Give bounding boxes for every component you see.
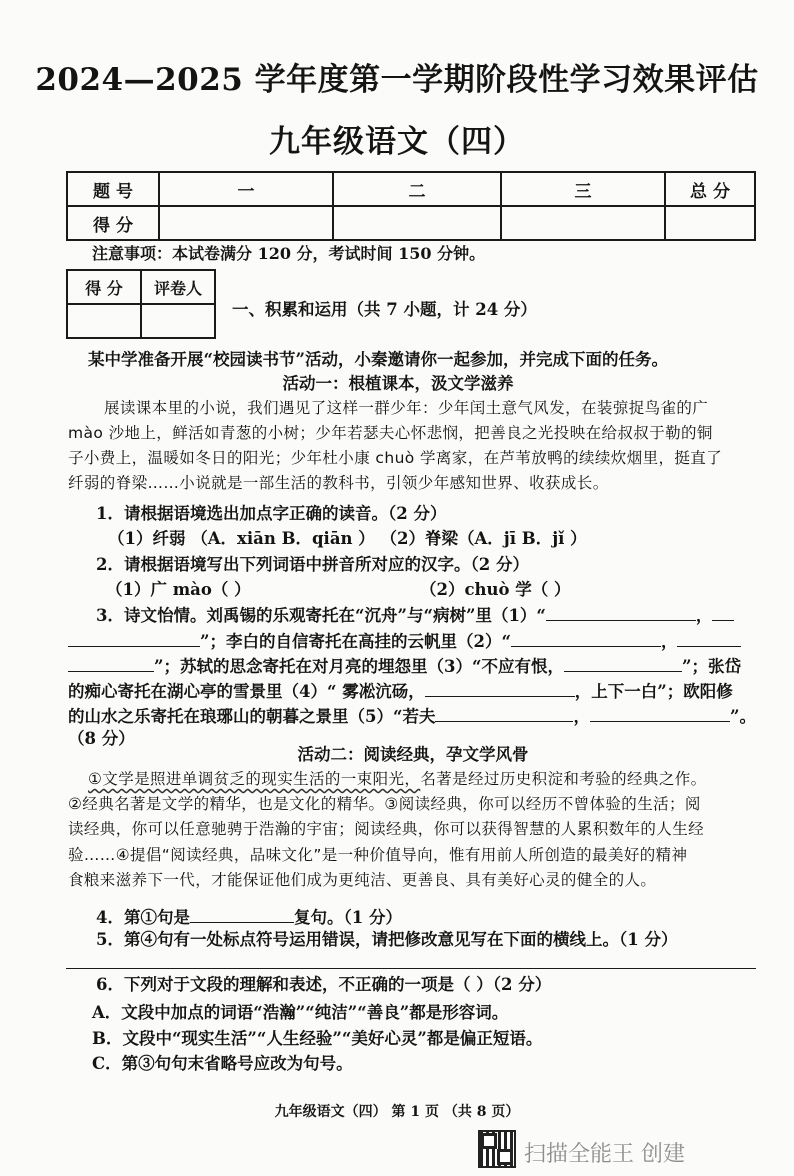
question-3-text-a: 3．诗文怡情。刘禹锡的乐观寄托在“沉舟”与“病树”里（1）“ <box>96 606 546 625</box>
passage2-sentence1-wavy: ①文学是照进单调贫乏的现实生活的一束阳光， <box>88 770 421 788</box>
question-2-item2: （2）chuò 学（ ） <box>420 580 571 599</box>
passage2-line2: ②经典名著是文学的精华，也是文化的精华。③阅读经典，你可以经历不曾体验的生活；阅 <box>68 795 701 813</box>
grader-header-row <box>67 270 215 304</box>
scanner-watermark: 扫描全能王 创建 <box>524 1142 685 1167</box>
score-header-part2: 二 <box>333 172 501 206</box>
answer-blank-3-2b[interactable] <box>677 632 741 647</box>
score-header-label: 题 号 <box>67 172 159 206</box>
score-cell-part2[interactable] <box>333 206 501 240</box>
passage1-line1: 展读课本里的小说，我们遇见了这样一群少年：少年闰土意气风发，在装弶捉鸟雀的广 <box>104 399 709 417</box>
score-cell-part3[interactable] <box>501 206 665 240</box>
question-4-text-a: 4．第①句是 <box>96 908 190 927</box>
score-table-score-row <box>67 206 755 240</box>
question-4-text-b: 复句。（1 分） <box>293 908 402 927</box>
passage2-line1 <box>88 772 788 788</box>
question-3-line4 <box>68 682 768 701</box>
score-header-part1: 一 <box>159 172 333 206</box>
question-3-line3 <box>68 657 768 676</box>
passage2-sentence1-rest: 名著是经过历史积淀和考验的经典之作。 <box>420 770 707 788</box>
passage1-line2: mào 沙地上，鲜活如青葱的小树；少年若瑟夫心怀悲悯，把善良之光投映在给叔叔于勒的铜 <box>68 424 713 442</box>
qr-code-icon <box>478 1130 516 1168</box>
question-3-line2: ”；李白的自信寄托在高挂的云帆里（2）“ ， <box>68 632 768 651</box>
answer-blank-3-4[interactable] <box>425 682 575 697</box>
answer-blank-3-5a[interactable] <box>435 707 573 722</box>
question-3-text-g: 的山水之乐寄托在琅琊山的朝暮之景里（5）“若夫 <box>68 707 436 726</box>
answer-blank-3-1c[interactable] <box>68 632 200 647</box>
question-3-text-f: ，上下一白”；欧阳修 <box>574 682 733 701</box>
section-heading-1: 一、积累和运用（共 7 小题，计 24 分） <box>232 300 537 319</box>
answer-blank-3-2c[interactable] <box>68 657 154 672</box>
grader-name-label: 评卷人 <box>141 270 215 304</box>
exam-title: 2024—2025 学年度第一学期阶段性学习效果评估 <box>35 62 759 98</box>
question-3-line1: 3．诗文怡情。刘禹锡的乐观寄托在“沉舟”与“病树”里（1）“ ， <box>96 606 794 625</box>
question-3-text-e: 的痴心寄托在湖心亭的雪景里（4）“ 雾凇沆砀， <box>68 682 425 701</box>
grader-table <box>66 269 216 339</box>
task-intro: 某中学准备开展“校园读书节”活动，小秦邀请你一起参加，并完成下面的任务。 <box>88 350 668 369</box>
question-3-score: （8 分） <box>68 729 135 748</box>
question-2-item1: （1）广 mào（ ） <box>106 580 251 599</box>
question-3-line5: 的山水之乐寄托在琅琊山的朝暮之景里（5）“若夫 ， ”。 <box>68 707 756 726</box>
passage2-line4: 验……④提倡“阅读经典，品味文化”是一种价值导向，惟有用前人所创造的最美好的精神 <box>68 846 688 864</box>
page-footer: 九年级语文（四） 第 1 页 （共 8 页） <box>274 1104 520 1120</box>
passage2-line3: 读经典，你可以任意驰骋于浩瀚的宇宙；阅读经典，你可以获得智慧的人累积数年的人生经 <box>68 820 705 838</box>
grader-score-label: 得 分 <box>67 270 141 304</box>
answer-blank-3-5b[interactable] <box>590 707 730 722</box>
activity2-title: 活动二：阅读经典，孕文学风骨 <box>297 745 529 764</box>
question-2: 2．请根据语境写出下列词语中拼音所对应的汉字。（2 分） <box>96 555 529 574</box>
question-6-option-c: C．第③句句末省略号应改为句号。 <box>92 1054 353 1073</box>
question-5: 5．第④句有一处标点符号运用错误，请把修改意见写在下面的横线上。（1 分） <box>96 930 678 949</box>
score-cell-part1[interactable] <box>159 206 333 240</box>
answer-blank-4[interactable] <box>190 908 294 923</box>
score-header-total: 总 分 <box>665 172 755 206</box>
question-6: 6．下列对于文段的理解和表述，不正确的一项是（ ）（2 分） <box>96 975 552 994</box>
score-row-label: 得 分 <box>67 206 159 240</box>
score-table-header-row <box>67 172 755 206</box>
answer-blank-3-1a[interactable] <box>546 606 696 621</box>
answer-line-5[interactable] <box>66 968 756 969</box>
grader-name-cell[interactable] <box>141 304 215 338</box>
grader-score-cell[interactable] <box>67 304 141 338</box>
answer-blank-3-1b[interactable] <box>712 606 734 621</box>
score-header-part3: 三 <box>501 172 665 206</box>
question-1: 1．请根据语境选出加点字正确的读音。（2 分） <box>96 504 447 523</box>
question-6-option-a: A．文段中加点的词语“浩瀚”“纯洁”“善良”都是形容词。 <box>92 1003 509 1022</box>
question-3-text-c: ”；苏轼的思念寄托在对月亮的埋怨里（3）“不应有恨， <box>154 657 564 676</box>
answer-blank-3-3[interactable] <box>564 657 682 672</box>
question-3-text-h: ”。 <box>729 707 756 726</box>
passage1-line4: 纤弱的脊梁……小说就是一部生活的教科书，引领少年感知世界、收获成长。 <box>68 474 609 492</box>
question-3-text-d: ”；张岱 <box>681 657 741 676</box>
question-4 <box>96 908 794 927</box>
question-6-option-b: B．文段中“现实生活”“人生经验”“美好心灵”都是偏正短语。 <box>92 1029 543 1048</box>
activity1-title: 活动一：根植课本，汲文学滋养 <box>282 374 514 393</box>
passage1-line3: 子小费上，温暖如冬日的阳光；少年杜小康 chuò 学离家，在芦苇放鸭的续续炊烟里，挺直了 <box>68 449 723 467</box>
passage2-line5: 食粮来滋养下一代，才能保证他们成为更纯洁、更善良、具有美好心灵的健全的人。 <box>68 871 657 889</box>
grader-entry-row <box>67 304 215 338</box>
score-table <box>66 171 756 241</box>
answer-blank-3-2a[interactable] <box>511 632 661 647</box>
exam-subtitle: 九年级语文（四） <box>269 124 525 160</box>
notice: 注意事项：本试卷满分 120 分，考试时间 150 分钟。 <box>92 244 486 263</box>
question-1-options: （1）纤弱 （A．xiān B．qiān ） （2）脊梁（A．jī B．jǐ ） <box>108 529 587 548</box>
question-3-text-b: ”；李白的自信寄托在高挂的云帆里（2）“ <box>200 632 511 651</box>
score-cell-total[interactable] <box>665 206 755 240</box>
